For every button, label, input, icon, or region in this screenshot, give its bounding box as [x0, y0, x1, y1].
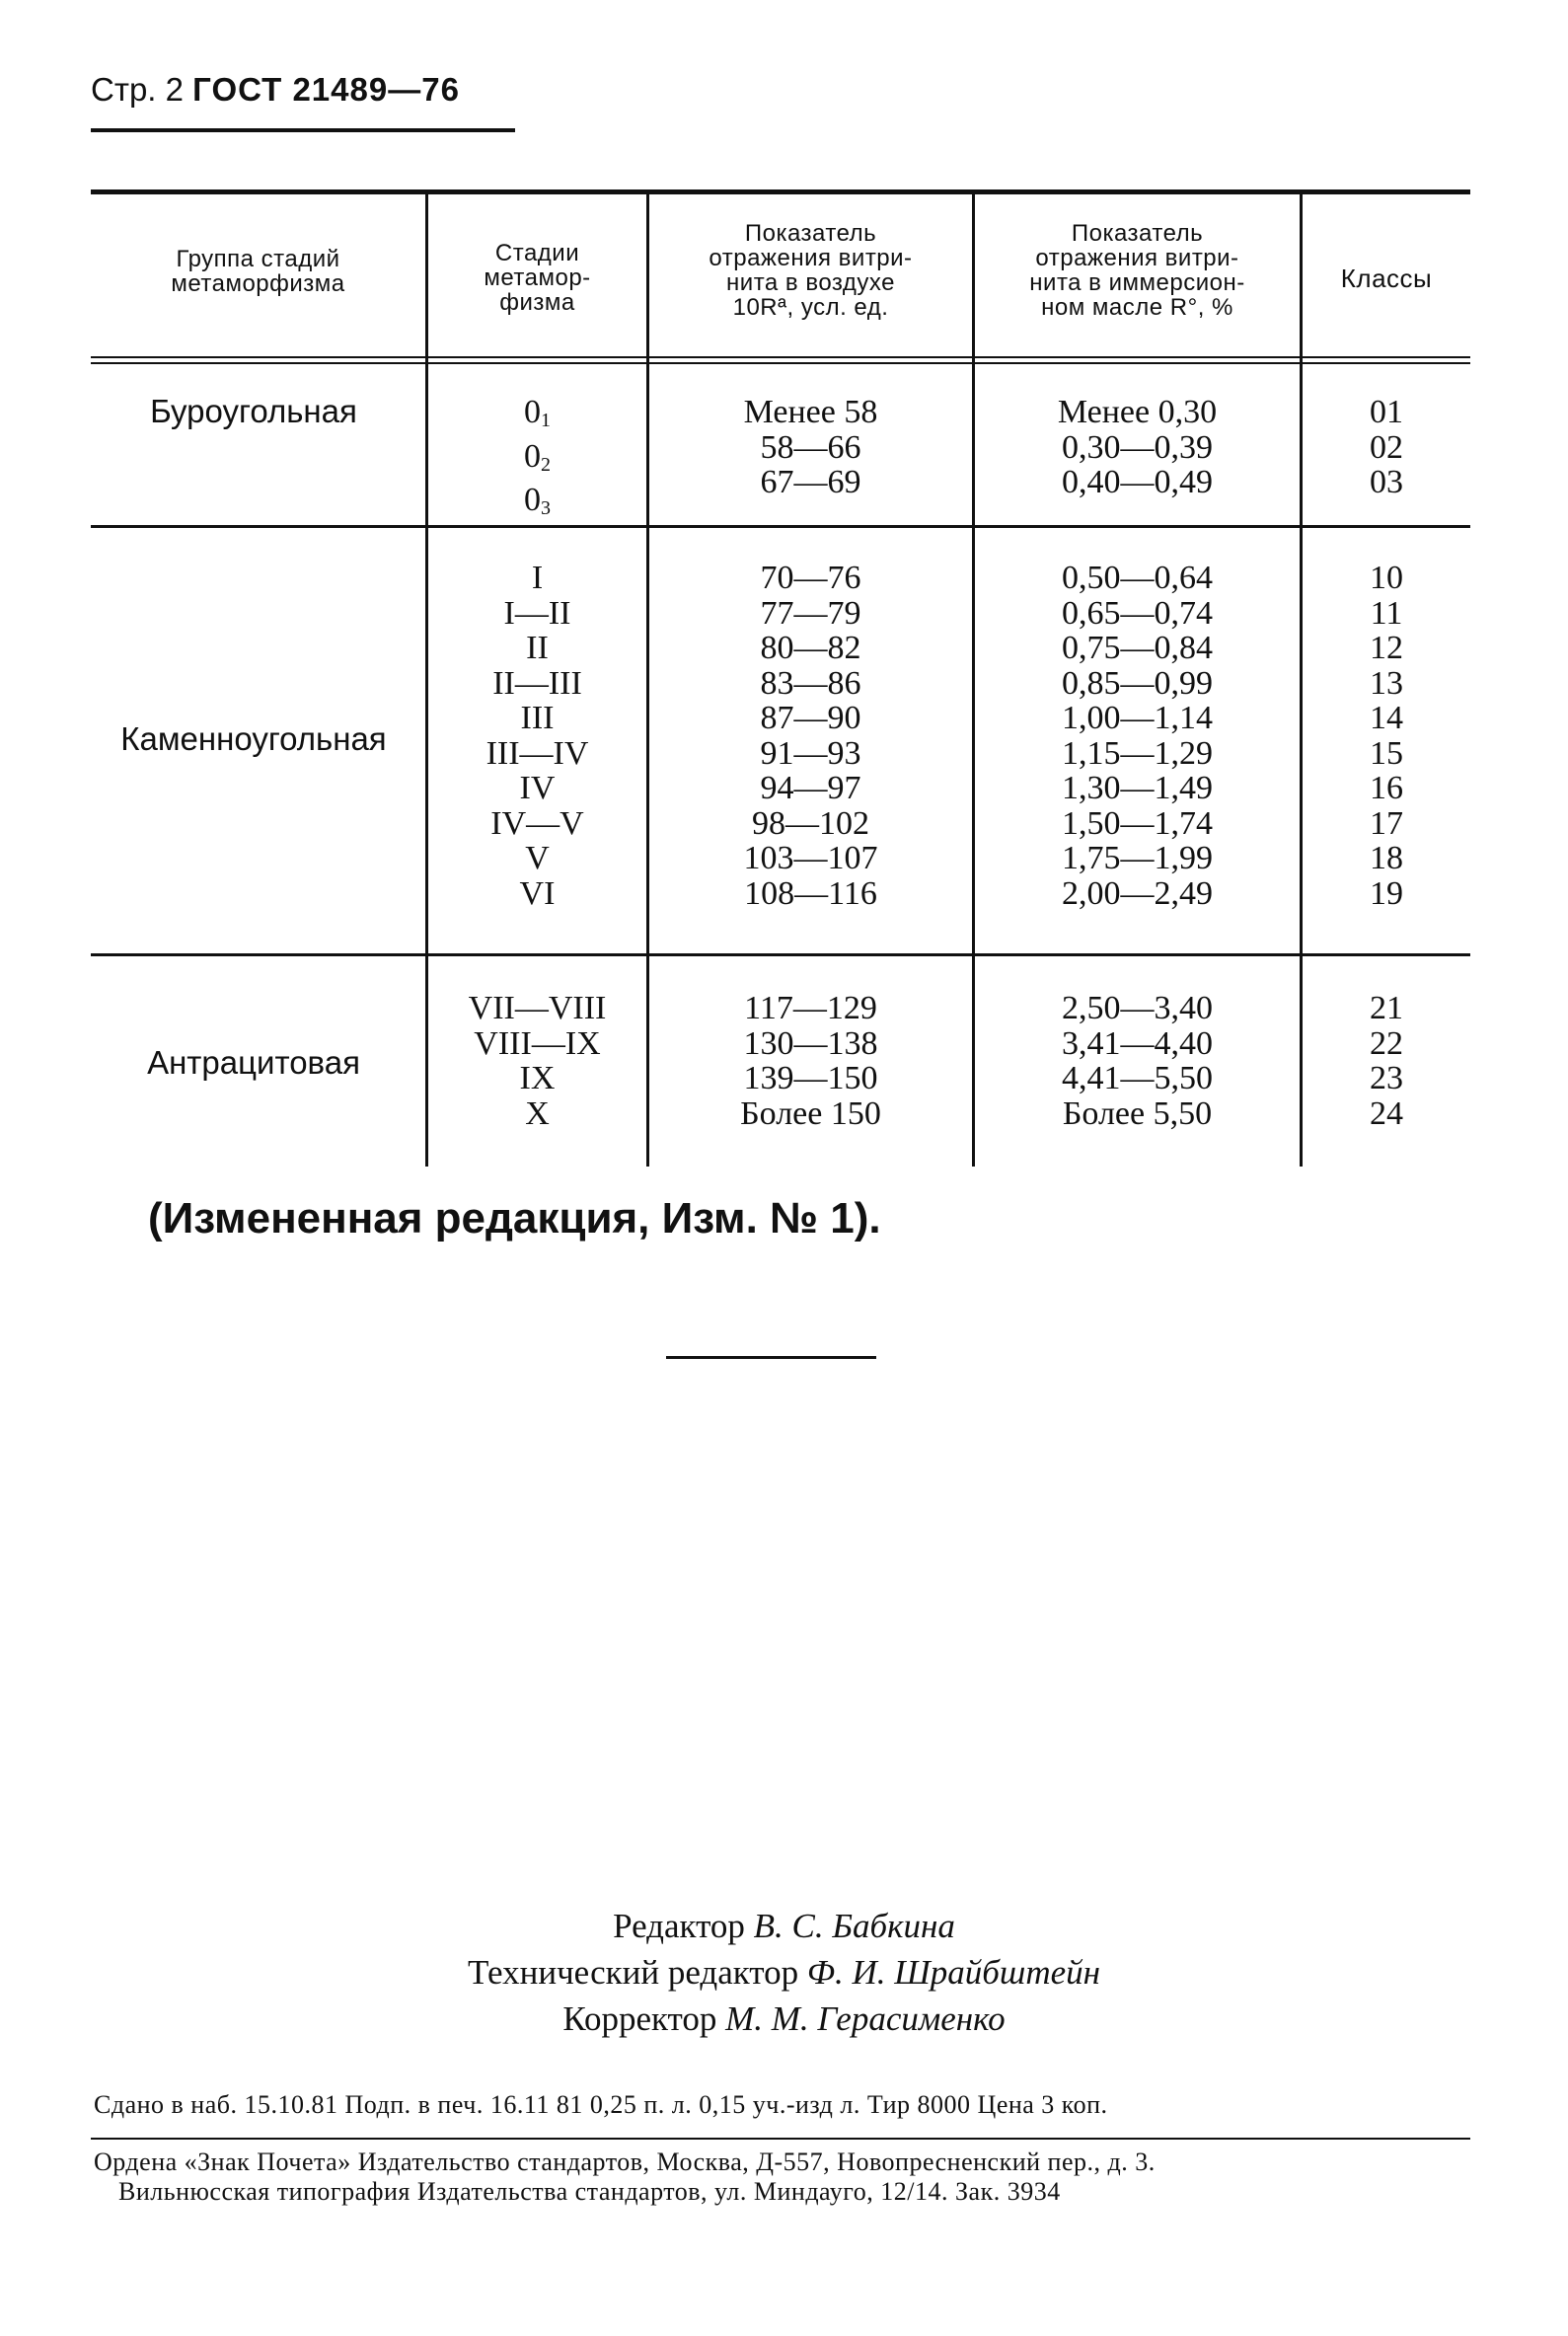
air-cell: 91—93 [760, 734, 861, 772]
header-group-line-1: Группа стадий [176, 246, 340, 272]
class-cell: 11 [1370, 594, 1403, 632]
oil-cell: 0,75—0,84 [1062, 630, 1213, 666]
corrector-name: М. М. Герасименко [725, 1999, 1006, 2038]
classes-brown [1303, 395, 1470, 500]
stage-cell: $0_2$ [524, 437, 551, 476]
oil-cell: 0,30—0,39 [1062, 428, 1213, 466]
editor-name: В. С. Бабкина [753, 1907, 955, 1945]
header-oil [975, 221, 1300, 320]
class-cell: 19 [1370, 874, 1403, 912]
corrector-role: Корректор [562, 1999, 717, 2038]
class-cell: 13 [1370, 664, 1403, 702]
header-oil-line-2: отражения витри- [1035, 245, 1239, 271]
header-air-line-2: отражения витри- [709, 245, 913, 271]
class-cell: 14 [1370, 700, 1403, 736]
stage-cell: I—II [503, 594, 571, 632]
tech-editor-name: Ф. И. Шрайбштейн [806, 1953, 1100, 1992]
oil-cell: 1,50—1,74 [1062, 804, 1213, 842]
header-oil-line-4: ном масле R°, % [1041, 294, 1233, 321]
header-oil-line-3: нита в иммерсион- [1029, 269, 1245, 296]
header-bottom-rule-2 [91, 362, 1470, 364]
header-air-line-1: Показатель [744, 220, 877, 247]
stage-cell: IX [519, 1060, 556, 1096]
class-cell: 03 [1370, 464, 1403, 500]
air-cell: 108—116 [744, 874, 877, 912]
oil-anthracite [975, 991, 1300, 1131]
header-air-line-4: 10Rª, усл. ед. [732, 294, 889, 321]
class-cell: 10 [1370, 560, 1403, 596]
stage-cell: V [525, 840, 550, 876]
class-cell: 16 [1370, 770, 1403, 806]
header-air-line-3: нита в воздухе [726, 269, 895, 296]
class-cell: 15 [1370, 734, 1403, 772]
oil-cell: 0,40—0,49 [1062, 464, 1213, 500]
header-bottom-rule-1 [91, 356, 1470, 358]
air-cell: 83—86 [760, 664, 861, 702]
oil-cell: 3,41—4,40 [1062, 1024, 1213, 1062]
credit-tech-editor [0, 1953, 1568, 1993]
group-name-anthracite: Антрацитовая [147, 1044, 360, 1081]
oil-cell: 2,50—3,40 [1062, 990, 1213, 1026]
oil-cell: 1,75—1,99 [1062, 840, 1213, 876]
stages-bituminous [428, 561, 646, 911]
air-cell: 87—90 [760, 700, 861, 736]
stage-cell: X [525, 1094, 550, 1132]
air-cell: 70—76 [760, 560, 861, 596]
header-stages [428, 241, 646, 315]
stage-cell: $0_1$ [524, 394, 551, 431]
stage-cell: VII—VIII [468, 990, 607, 1026]
air-cell: Менее 58 [743, 394, 878, 430]
air-cell: 130—138 [743, 1024, 878, 1062]
air-cell: 58—66 [760, 428, 861, 466]
air-cell: 103—107 [743, 840, 878, 876]
stage-cell: $0_3$ [524, 482, 551, 519]
imprint-line-1: Сдано в наб. 15.10.81 Подп. в печ. 16.11 81 0,25 п. л. 0,15 уч.-изд л. Тир 8000 Цена 3 коп. [94, 2090, 1108, 2119]
air-cell: Более 150 [740, 1094, 881, 1132]
group-name-brown: Буроугольная [150, 393, 357, 429]
stage-cell: I [531, 560, 544, 596]
stage-cell: II—III [492, 664, 582, 702]
group-name-bituminous: Каменноугольная [120, 720, 387, 757]
stage-cell: VIII—IX [474, 1024, 601, 1062]
air-cell: 98—102 [752, 804, 869, 842]
air-cell: 94—97 [760, 770, 861, 806]
stage-cell: II [526, 630, 549, 666]
class-cell: 01 [1370, 394, 1403, 430]
editor-role: Редактор [613, 1907, 745, 1945]
classes-bituminous [1303, 561, 1470, 911]
header-group [91, 247, 425, 296]
header-rule [91, 128, 515, 132]
header-stages-line-2: метамор- [484, 264, 591, 291]
class-cell: 23 [1370, 1060, 1403, 1096]
group-divider-1 [91, 525, 1470, 528]
page-label: Стр. 2 [91, 71, 184, 108]
table-top-rule [91, 189, 1470, 194]
tech-editor-role: Технический редактор [467, 1953, 799, 1992]
air-cell: 77—79 [760, 594, 861, 632]
class-cell: 22 [1370, 1024, 1403, 1062]
header-oil-line-1: Показатель [1071, 220, 1204, 247]
air-brown [649, 395, 972, 500]
header-stages-line-1: Стадии [494, 240, 580, 266]
class-cell: 21 [1370, 990, 1403, 1026]
air-cell: 139—150 [743, 1060, 878, 1096]
oil-cell: 4,41—5,50 [1062, 1060, 1213, 1096]
gost-number: ГОСТ 21489—76 [192, 71, 460, 108]
separator-rule [666, 1356, 876, 1359]
group-divider-2 [91, 953, 1470, 956]
oil-bituminous [975, 561, 1300, 911]
imprint-rule [91, 2138, 1470, 2140]
air-cell: 67—69 [760, 464, 861, 500]
class-cell: 12 [1370, 630, 1403, 666]
stage-cell: III [520, 700, 555, 736]
oil-cell: Менее 0,30 [1057, 394, 1218, 430]
air-bituminous [649, 561, 972, 911]
oil-cell: 2,00—2,49 [1062, 874, 1213, 912]
stage-cell: III—IV [485, 734, 589, 772]
imprint-line-2: Ордена «Знак Почета» Издательство стандартов, Москва, Д-557, Новопресненский пер., д. 3. [94, 2148, 1156, 2176]
oil-cell: 0,50—0,64 [1062, 560, 1213, 596]
oil-cell: Более 5,50 [1062, 1094, 1213, 1132]
oil-cell: 1,00—1,14 [1062, 700, 1213, 736]
credit-editor [0, 1907, 1568, 1946]
oil-cell: 1,15—1,29 [1062, 734, 1213, 772]
stages-anthracite [428, 991, 646, 1131]
class-cell: 18 [1370, 840, 1403, 876]
stages-brown [428, 395, 646, 527]
air-cell: 117—129 [744, 990, 877, 1026]
stage-cell: VI [519, 874, 556, 912]
oil-cell: 0,65—0,74 [1062, 594, 1213, 632]
class-cell: 24 [1370, 1094, 1403, 1132]
oil-cell: 0,85—0,99 [1062, 664, 1213, 702]
stage-cell: IV—V [490, 804, 584, 842]
page-header [91, 71, 460, 109]
header-group-line-2: метаморфизма [171, 270, 345, 297]
amendment-note: (Измененная редакция, Изм. № 1). [148, 1194, 881, 1243]
header-classes: Классы [1340, 264, 1433, 293]
air-cell: 80—82 [760, 630, 861, 666]
classes-anthracite [1303, 991, 1470, 1131]
oil-brown [975, 395, 1300, 500]
header-stages-line-3: физма [499, 289, 575, 316]
credit-corrector [0, 1999, 1568, 2039]
air-anthracite [649, 991, 972, 1131]
imprint-line-3: Вильнюсская типография Издательства стандартов, ул. Миндауго, 12/14. Зак. 3934 [118, 2177, 1061, 2206]
stage-cell: IV [519, 770, 556, 806]
class-cell: 17 [1370, 804, 1403, 842]
oil-cell: 1,30—1,49 [1062, 770, 1213, 806]
class-cell: 02 [1370, 428, 1403, 466]
header-air [649, 221, 972, 320]
